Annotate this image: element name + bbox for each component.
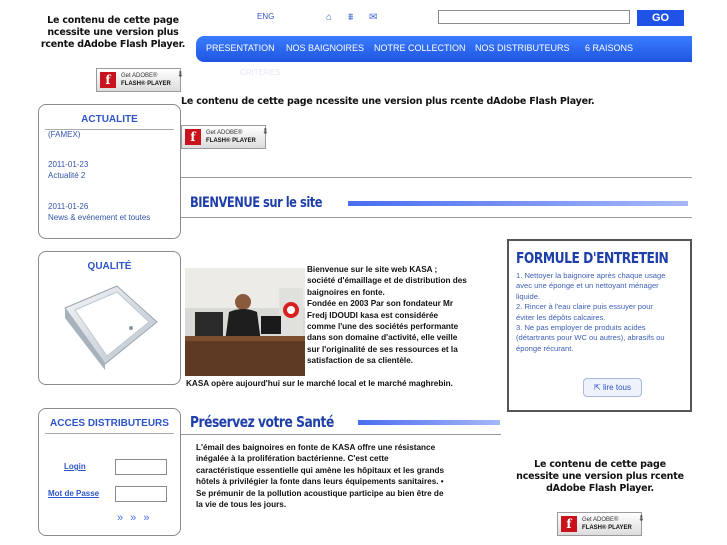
actualite-clipped-item: (FAMEX) xyxy=(48,130,81,139)
bienvenue-bar xyxy=(348,201,688,206)
distributeurs-title: ACCES DISTRIBUTEURS xyxy=(50,418,169,429)
bienvenue-text: Bienvenue sur le site web KASA ; société d'émaillage et de distribution des baignoires en fonte. Fondée en 2003 Par son fondateur Mr Fredj IDOUDI kasa est considérée comme l'une des sociétés performante dans son domaine d'activité, elle veille sur l'originalité de ses ressources et la satisfaction de sa clientèle. xyxy=(307,265,467,366)
external-link-icon: ⇱ xyxy=(594,383,601,392)
main-nav xyxy=(196,36,692,62)
home-icon[interactable]: ⌂ xyxy=(326,12,333,23)
nav-item-distributeurs[interactable]: NOS DISTRIBUTEURS xyxy=(475,43,570,53)
flash-logo-icon: f xyxy=(100,72,116,88)
actualite-link-1[interactable]: Actualité 2 xyxy=(48,171,86,180)
language-link[interactable]: ENG xyxy=(257,12,275,21)
get-flash-button-main[interactable]: f Get ADOBE® FLASH® PLAYER ⬇ xyxy=(181,125,266,149)
actualite-date-2: 2011-01-26 xyxy=(48,202,89,211)
qualite-title: QUALITÉ xyxy=(87,261,132,272)
actualite-link-2[interactable]: News & evénement et toutes xyxy=(48,213,151,222)
bathtub-image xyxy=(57,278,163,370)
search-button[interactable]: GO xyxy=(637,10,684,26)
bienvenue-divider xyxy=(181,217,692,218)
sante-bar xyxy=(358,420,500,425)
founder-photo xyxy=(185,268,305,376)
nav-item-baignoires[interactable]: NOS BAIGNOIRES xyxy=(286,43,365,53)
entretien-text: 1. Nettoyer la baignoire après chaque usage avec une éponge et un nettoyant ménager liquide. 2. Rincer à l'eau claire puis essuyer pour éviter les dépôts calcaires. 3. Ne pas employer de produits acides (détartrants pour WC ou autres), abrasifs ou éponge récurant. xyxy=(516,271,666,353)
distributeurs-divider xyxy=(45,433,174,434)
distributeurs-box xyxy=(38,408,181,536)
lire-tous-button[interactable]: ⇱ lire tous xyxy=(583,378,642,397)
sante-text: L'émail des baignoires en fonte de KASA offre une résistance inégalée à la prolifération bactérienne. C'est cette caractéristique essentielle qui amène les hôpitaux et les grands hôtels à privilégier la fonte dans leurs équipements sanitaires. • Se prémunir de la pollution acoustique participe au bien être de la vie de tous les jours. xyxy=(196,443,444,510)
qualite-box xyxy=(38,251,181,385)
actualite-box xyxy=(38,104,181,239)
password-input[interactable] xyxy=(115,486,167,502)
actualite-date-1: 2011-01-23 xyxy=(48,160,89,169)
flash-logo-icon: f xyxy=(561,516,577,532)
sitemap-icon[interactable]: ⩩ xyxy=(348,12,354,23)
sante-title: Préservez votre Santé xyxy=(190,413,334,431)
login-label: Login xyxy=(64,462,86,471)
flash-message-bottom: Le contenu de cette page ncessite une version plus rcente dAdobe Flash Player. xyxy=(516,459,684,494)
flash-message-main: Le contenu de cette page ncessite une version plus rcente dAdobe Flash Player. xyxy=(181,96,595,107)
flash-message-top: Le contenu de cette page ncessite une version plus rcente dAdobe Flash Player. xyxy=(40,15,186,50)
top-divider xyxy=(181,177,692,178)
actualite-title: ACTUALITE xyxy=(81,114,138,125)
sante-divider xyxy=(181,434,501,435)
bienvenue-title: BIENVENUE sur le site xyxy=(190,195,323,211)
entretien-box xyxy=(507,239,692,412)
nav-item-presentation[interactable]: PRESENTATION xyxy=(206,43,275,53)
nav-item-6-raisons[interactable]: 6 RAISONS xyxy=(585,43,634,53)
password-label: Mot de Passe xyxy=(48,489,100,498)
search-input[interactable] xyxy=(438,10,630,24)
get-flash-button-bottom[interactable]: f Get ADOBE® FLASH® PLAYER ⬇ xyxy=(557,512,642,536)
mail-icon[interactable]: ✉ xyxy=(369,12,378,23)
bienvenue-last-line: KASA opère aujourd'hui sur le marché local et le marché maghrebin. xyxy=(186,379,453,388)
get-flash-button-top[interactable]: f Get ADOBE® FLASH® PLAYER ⬇ xyxy=(96,68,181,92)
nav-item-collection[interactable]: NOTRE COLLECTION xyxy=(374,43,466,53)
entretien-title: FORMULE D'ENTRETEIN xyxy=(516,249,669,267)
submit-arrows-button[interactable]: » » » xyxy=(117,512,152,524)
flash-logo-icon: f xyxy=(185,129,201,145)
login-input[interactable] xyxy=(115,459,167,475)
nav-ghost-label: CRITERES xyxy=(240,68,281,77)
